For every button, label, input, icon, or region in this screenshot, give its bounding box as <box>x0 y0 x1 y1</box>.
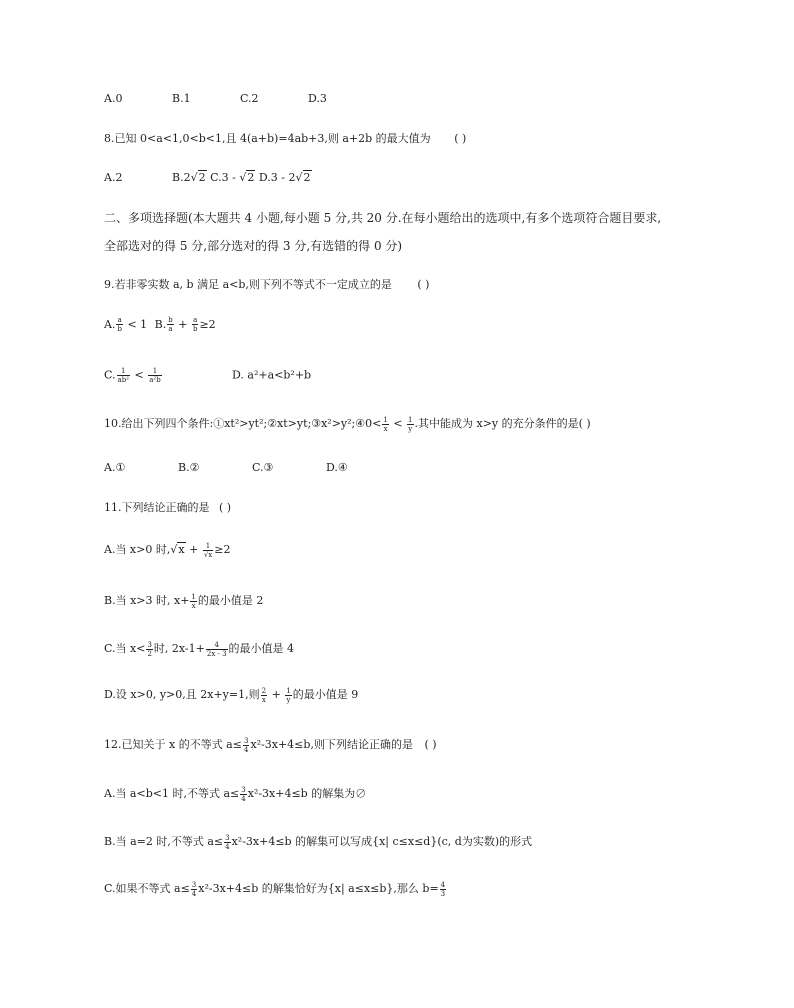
q11-stem-text: 11.下列结论正确的是 <box>104 501 210 514</box>
numerator: 3 <box>191 880 197 889</box>
q9-options-cd <box>104 367 311 384</box>
fraction <box>240 786 246 803</box>
q10-stem-post: .其中能成为 x>y 的充分条件的是 <box>414 417 579 430</box>
q9-stem <box>104 276 429 292</box>
q11-option-d-post: 的最小值是 9 <box>292 688 359 701</box>
numerator: 1 <box>203 542 213 551</box>
q8-root-c: 2 <box>247 171 255 184</box>
fraction <box>407 416 413 433</box>
fraction <box>261 687 267 704</box>
q8-option-d-label: D.3 - 2 <box>258 171 296 184</box>
numerator: b <box>168 316 173 324</box>
q9-option-d: D. a²+a<b²+b <box>232 368 312 382</box>
q12-option-a-label: A.当 a<b<1 时,不等式 a≤ <box>104 787 240 800</box>
denominator: √x <box>203 550 213 559</box>
q11-option-d-label: D.设 x>0, y>0,且 2x+y=1,则 <box>104 688 260 701</box>
fraction <box>190 593 196 610</box>
q8-stem-mid: a<1,0<b<1,且 4(a+b)=4ab+3,则 a+2b 的最大值为 <box>156 132 431 145</box>
relation: < <box>134 368 144 382</box>
fraction <box>243 737 249 754</box>
q8-option-c-label: C.3 - <box>210 171 240 184</box>
denominator: b <box>192 325 198 333</box>
q9-option-b-label: B. <box>154 317 167 331</box>
q9-option-a-label: A. <box>104 317 116 331</box>
radicand: x <box>178 543 185 556</box>
fraction <box>382 416 388 433</box>
numerator: a <box>193 316 198 324</box>
fraction <box>285 687 291 704</box>
q9-stem-text: 9.若非零实数 a, b 满足 a<b,则下列不等式不一定成立的是 <box>104 278 392 291</box>
denominator: 2x - 3 <box>206 649 227 658</box>
denominator: 2 <box>147 649 152 658</box>
plus-sign: + <box>271 688 281 701</box>
denominator: 3 <box>440 889 446 898</box>
q8-options <box>104 171 312 184</box>
q9-option-a <box>104 318 147 331</box>
relation: ≥2 <box>214 543 231 556</box>
numerator: 1 <box>148 367 161 376</box>
plus-sign: + <box>189 543 199 556</box>
q12-option-a <box>104 785 366 803</box>
q11-option-a-label: A.当 x>0 时, <box>104 543 171 556</box>
denominator: x <box>261 695 266 704</box>
denominator: a²b <box>149 376 161 384</box>
numerator: 3 <box>241 785 246 794</box>
q12-option-b-post: x²-3x+4≤b 的解集可以写成{x| c≤x≤d}(c, d为实数)的形式 <box>231 835 533 848</box>
sqrt-symbol: √2 <box>239 171 255 184</box>
q8-option-b-label: B.2 <box>172 171 191 184</box>
q11-option-d <box>104 686 358 704</box>
q10-options <box>104 461 348 474</box>
q9-option-c-label: C. <box>104 368 116 382</box>
q8-stem <box>104 130 466 146</box>
q11-option-b-post: 的最小值是 2 <box>197 594 264 607</box>
fraction <box>192 316 198 333</box>
q11-option-c-label: C.当 x< <box>104 642 146 655</box>
sqrt-symbol: √x <box>170 543 185 556</box>
q9-option-b <box>155 318 216 331</box>
numerator: 1 <box>408 415 413 424</box>
sqrt-symbol: √2 <box>295 171 311 184</box>
q11-option-c <box>104 640 294 658</box>
plus-sign: + <box>178 317 188 331</box>
relation: ≥2 <box>199 317 216 331</box>
q7-option-c: C.2 <box>240 92 259 105</box>
q10-option-d: D.④ <box>326 461 348 474</box>
denominator: 4 <box>225 842 230 851</box>
q12-stem-pre: 12.已知关于 x 的不等式 a≤ <box>104 738 242 751</box>
numerator: 3 <box>225 833 230 842</box>
q9-options-ab <box>104 316 216 333</box>
q7-option-b: B.1 <box>172 92 191 105</box>
numerator: 1 <box>286 686 291 695</box>
denominator: 4 <box>243 745 249 754</box>
q11-option-a <box>104 541 230 559</box>
numerator: a <box>117 316 122 324</box>
denominator: 4 <box>191 889 197 898</box>
q8-option-a: A.2 <box>104 171 123 184</box>
q9-option-c <box>104 367 232 384</box>
sqrt-symbol: √2 <box>190 171 206 184</box>
numerator: 2 <box>261 686 267 695</box>
q7-option-d: D.3 <box>308 92 327 105</box>
numerator: 1 <box>117 367 130 376</box>
denominator: ab² <box>117 376 129 384</box>
q10-option-b: B.② <box>178 461 200 474</box>
section2-line1: 二、多项选择题(本大题共 4 小题,每小题 5 分,共 20 分.在每小题给出的选项中,有多个选项符合题目要求, <box>104 211 662 225</box>
q8-option-c <box>210 171 255 184</box>
fraction <box>116 316 122 333</box>
q7-option-a: A.0 <box>104 92 123 105</box>
numerator: 1 <box>191 592 196 601</box>
q11-option-b-label: B.当 x>3 时, x+ <box>104 594 190 607</box>
q10-option-a: A.① <box>104 461 126 474</box>
q10-stem <box>104 415 591 433</box>
section2-line2: 全部选对的得 5 分,部分选对的得 3 分,有选错的得 0 分) <box>104 239 403 253</box>
fraction <box>440 881 446 898</box>
denominator: x <box>383 424 388 433</box>
q9-answer-paren: ( ) <box>417 278 430 291</box>
q11-option-c-mid: 时, 2x-1+ <box>153 642 205 655</box>
denominator: y <box>408 424 413 433</box>
q12-option-c-label: C.如果不等式 a≤ <box>104 882 190 895</box>
q12-option-b-label: B.当 a=2 时,不等式 a≤ <box>104 835 224 848</box>
q12-stem-post: x²-3x+4≤b,则下列结论正确的是 <box>250 738 413 751</box>
q10-stem-pre: 10.给出下列四个条件:①xt²>yt²;②xt>yt;③x²>y²;④0< <box>104 417 382 430</box>
numerator: 4 <box>440 880 446 889</box>
q12-option-c <box>104 880 447 898</box>
relation: < 1 <box>127 317 148 331</box>
q8-root-b: 2 <box>198 171 206 184</box>
q10-answer-paren: ( ) <box>578 417 591 430</box>
denominator: a <box>168 325 173 333</box>
q12-answer-paren: ( ) <box>424 738 437 751</box>
q11-answer-paren: ( ) <box>219 501 232 514</box>
fraction <box>224 834 230 851</box>
fraction <box>203 542 213 559</box>
denominator: x <box>191 601 196 610</box>
q8-root-d: 2 <box>303 171 311 184</box>
numerator: 1 <box>383 415 388 424</box>
fraction <box>191 881 197 898</box>
denominator: y <box>286 695 291 704</box>
numerator: 3 <box>243 736 249 745</box>
fraction <box>146 641 152 658</box>
fraction <box>117 367 130 384</box>
q8-option-d <box>259 171 312 184</box>
q11-option-b <box>104 592 263 610</box>
q12-option-a-post: x²-3x+4≤b 的解集为∅ <box>247 787 367 800</box>
denominator: b <box>117 325 122 333</box>
q11-stem <box>104 499 231 515</box>
denominator: 4 <box>241 794 246 803</box>
q12-stem <box>104 736 437 754</box>
q12-option-b <box>104 833 532 851</box>
numerator: 3 <box>147 640 152 649</box>
q12-option-c-mid: x²-3x+4≤b 的解集恰好为{x| a≤x≤b},那么 b= <box>198 882 439 895</box>
q8-option-b <box>172 171 207 184</box>
q10-option-c: C.③ <box>252 461 274 474</box>
q11-option-c-post: 的最小值是 4 <box>228 642 295 655</box>
fraction <box>148 367 161 384</box>
q8-answer-paren: ( ) <box>454 132 467 145</box>
fraction <box>206 641 228 658</box>
q8-stem-pre: 8.已知 0< <box>104 132 157 145</box>
fraction <box>167 316 173 333</box>
q7-options <box>104 92 327 105</box>
relation: < <box>393 417 403 430</box>
numerator: 4 <box>206 641 228 650</box>
